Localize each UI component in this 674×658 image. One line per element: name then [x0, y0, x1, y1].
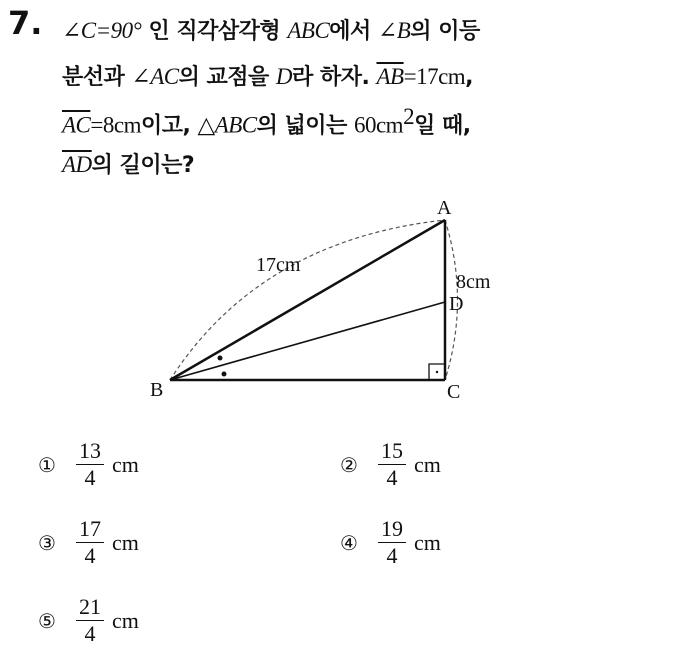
denominator: 4: [84, 465, 96, 490]
numerator: 19: [378, 516, 406, 543]
choice-marker: ②: [340, 452, 358, 477]
right-angle-dot: [436, 371, 438, 373]
unit: cm: [112, 451, 139, 477]
choice-3[interactable]: [38, 516, 139, 569]
unit: cm: [414, 529, 441, 555]
unit: cm: [414, 451, 441, 477]
text: 의 이등: [410, 19, 480, 44]
side-ab: [170, 220, 445, 380]
label-b: B: [150, 379, 164, 401]
triangle-name: ABC: [287, 18, 330, 43]
denominator: 4: [386, 543, 398, 568]
text: 분선과: [62, 65, 132, 90]
angle-b: ∠B: [377, 18, 411, 43]
angle-dot-2: [222, 372, 227, 377]
fraction: [378, 516, 406, 569]
label-c: C: [447, 381, 461, 403]
text: 인 직각삼각형: [141, 19, 288, 44]
text: 이고,: [140, 113, 198, 139]
text: 의 길이는?: [91, 153, 195, 178]
fraction: [76, 438, 104, 491]
segment-ab: $\overline{AB}$: [376, 64, 404, 89]
triangle-figure: [140, 190, 520, 410]
question-line-3: [62, 104, 471, 139]
denominator: 4: [84, 543, 96, 568]
choice-2[interactable]: [340, 438, 441, 491]
ab-value: =17cm: [403, 64, 466, 89]
text: 의 교점을: [178, 65, 276, 90]
text: 라 하자.: [292, 65, 377, 90]
angle-dot-1: [218, 356, 223, 361]
choice-marker: ④: [340, 530, 358, 555]
fraction: [76, 594, 104, 647]
question-number: 7.: [8, 4, 43, 42]
text: 에서: [329, 19, 378, 44]
denominator: 4: [84, 621, 96, 646]
question-line-2: [62, 60, 473, 91]
segment-ac: $\overline{AC}$: [62, 112, 91, 138]
choice-1[interactable]: [38, 438, 139, 491]
denominator: 4: [386, 465, 398, 490]
segment-ad: $\overline{AD}$: [62, 152, 92, 177]
text: 의 넓이는: [256, 113, 354, 139]
choice-marker: ③: [38, 530, 56, 555]
numerator: 21: [76, 594, 104, 621]
label-d: D: [449, 293, 464, 315]
label-ab-length: 17cm: [256, 254, 301, 276]
label-ac-length: 8cm: [456, 271, 491, 293]
choice-4[interactable]: [340, 516, 441, 569]
choice-marker: ⑤: [38, 608, 56, 633]
text: ,: [465, 65, 474, 90]
question-line-4: [62, 148, 194, 179]
ac-value: =8cm: [90, 112, 141, 138]
unit: cm: [112, 607, 139, 633]
label-a: A: [437, 197, 452, 219]
numerator: 15: [378, 438, 406, 465]
numerator: 13: [76, 438, 104, 465]
choice-5[interactable]: [38, 594, 139, 647]
area-exponent: 2: [403, 104, 415, 129]
angle-c: ∠C=90°: [62, 18, 142, 43]
question-line-1: [62, 14, 480, 45]
bisector-bd: [170, 302, 445, 380]
text: 일 때,: [414, 113, 471, 139]
area-value: 60cm: [353, 112, 404, 138]
triangle-abc: △ABC: [197, 112, 257, 138]
numerator: 17: [76, 516, 104, 543]
fraction: [378, 438, 406, 491]
choice-marker: ①: [38, 452, 56, 477]
point-d: D: [275, 64, 293, 89]
unit: cm: [112, 529, 139, 555]
fraction: [76, 516, 104, 569]
angle-ac: ∠AC: [131, 64, 179, 89]
